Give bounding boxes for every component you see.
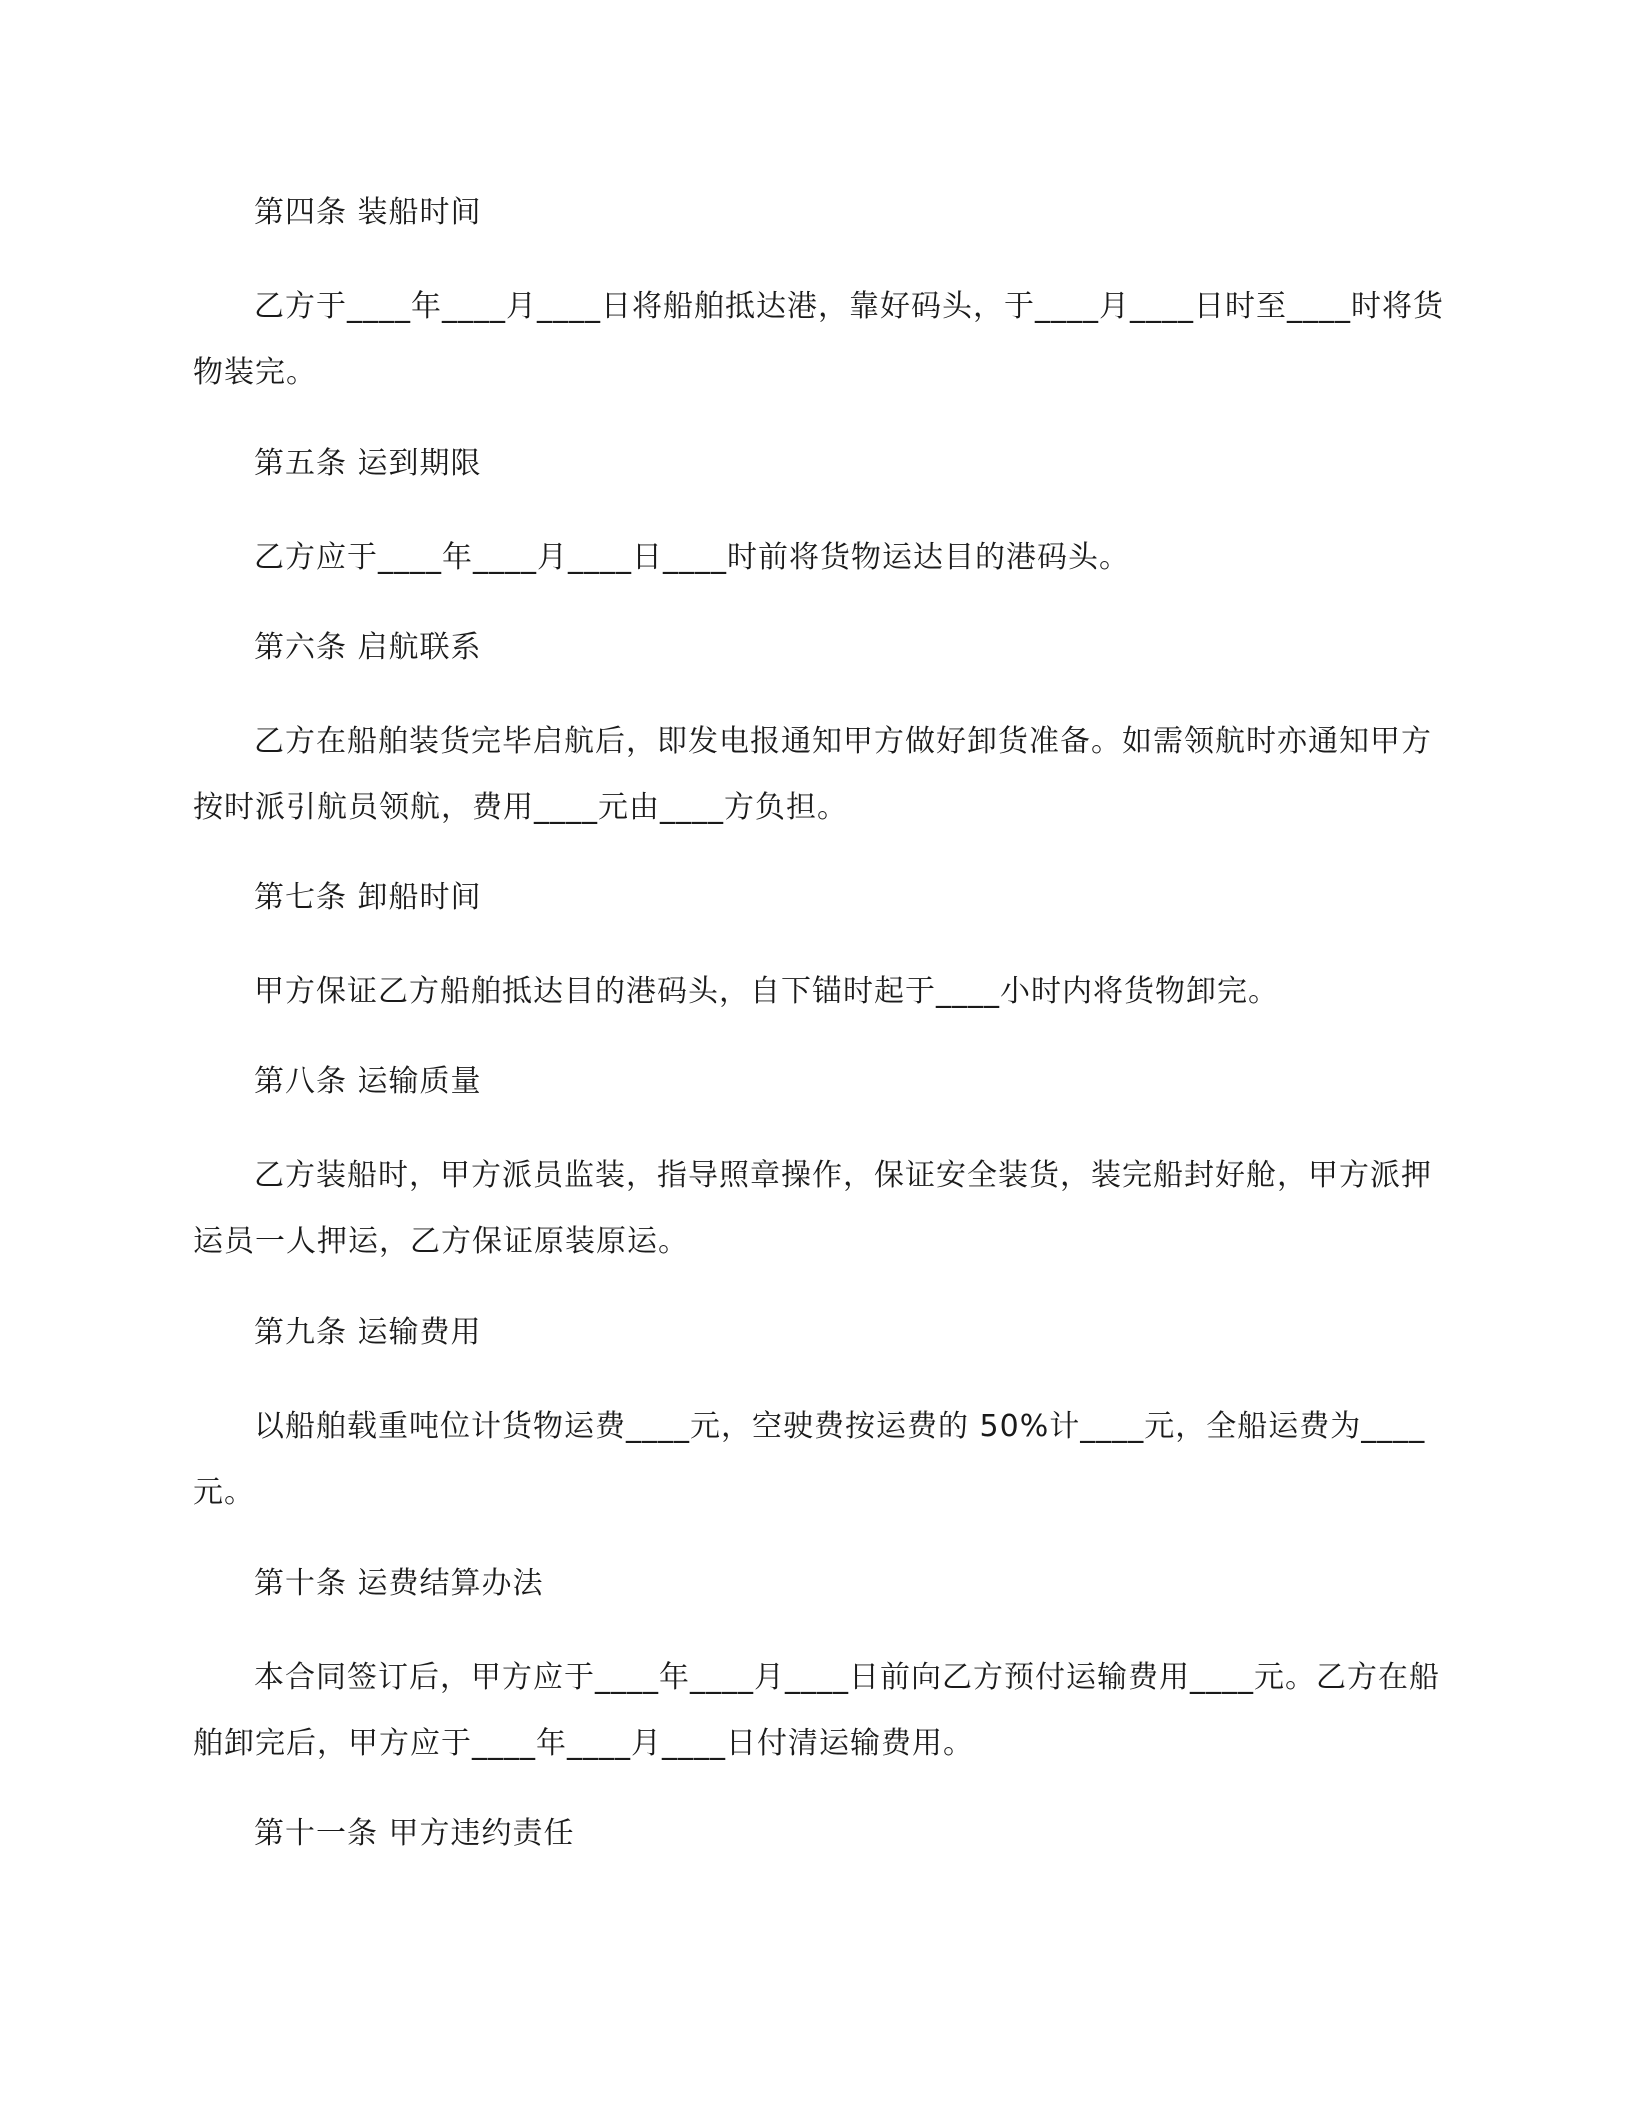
article-9-title: 第九条 运输费用 (254, 1315, 482, 1350)
article-10-body: 本合同签订后，甲方应于____年____月____日前向乙方预付运输费用____元。乙方在船舶卸完后，甲方应于____年____月____日付清运输费用。 (193, 1660, 1440, 1761)
article-7-title: 第七条 卸船时间 (254, 880, 482, 915)
article-7-body: 甲方保证乙方船舶抵达目的港码头，自下锚时起于____小时内将货物卸完。 (254, 974, 1279, 1009)
article-5-body: 乙方应于____年____月____日____时前将货物运达目的港码头。 (254, 540, 1130, 575)
article-5-title: 第五条 运到期限 (254, 446, 482, 481)
article-4-body: 乙方于____年____月____日将船舶抵达港，靠好码头，于____月____日时至____时将货物装完。 (193, 289, 1444, 390)
article-8-body: 乙方装船时，甲方派员监装，指导照章操作，保证安全装货，装完船封好舱，甲方派押运员一人押运，乙方保证原装原运。 (193, 1158, 1432, 1259)
article-6-body: 乙方在船舶装货完毕启航后，即发电报通知甲方做好卸货准备。如需领航时亦通知甲方按时派引航员领航，费用____元由____方负担。 (193, 724, 1432, 825)
article-11-title: 第十一条 甲方违约责任 (254, 1816, 575, 1851)
article-8-title: 第八条 运输质量 (254, 1064, 482, 1099)
article-10-title: 第十条 运费结算办法 (254, 1566, 544, 1601)
article-6-title: 第六条 启航联系 (254, 630, 482, 665)
article-4-title: 第四条 装船时间 (254, 195, 482, 230)
article-9-body: 以船舶载重吨位计货物运费____元，空驶费按运费的 50%计____元，全船运费为____元。 (193, 1409, 1426, 1510)
